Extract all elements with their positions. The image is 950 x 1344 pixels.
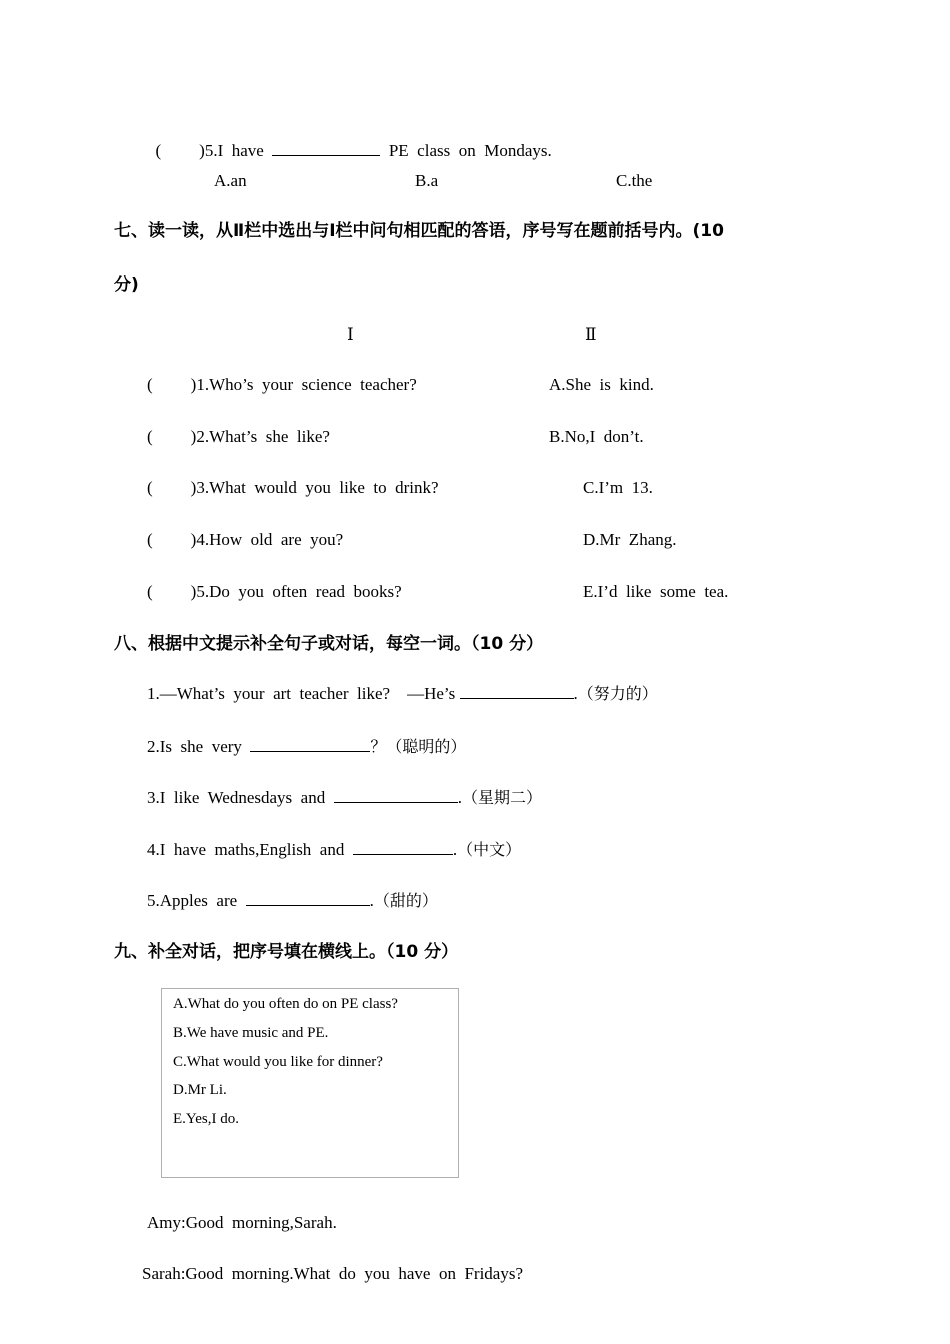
dialogue-line-1: Amy:Good morning,Sarah. — [147, 1213, 337, 1232]
column-i-header: Ⅰ — [347, 325, 354, 344]
dialogue-line-2: Sarah:Good morning.What do you have on Fridays? — [142, 1264, 524, 1283]
match-answer-d: D.Mr Zhang. — [583, 530, 677, 549]
answer-blank[interactable] — [272, 139, 380, 156]
match-answer-a: A.She is kind. — [549, 375, 654, 394]
match-answer-b: B.No,I don’t. — [549, 427, 644, 446]
fill-blank-4[interactable] — [353, 838, 453, 855]
match-row-1: ( )1.Who’s your science teacher? — [147, 375, 417, 394]
box-option-b: B.We have music and PE. — [173, 1025, 329, 1041]
box-option-c: C.What would you like for dinner? — [173, 1054, 383, 1070]
match-answer-c: C.I’m 13. — [583, 478, 653, 497]
section8-heading: 八、根据中文提示补全句子或对话，每空一词。（10 分） — [114, 634, 544, 654]
fill-blank-1[interactable] — [460, 682, 574, 699]
fill-item-5: 5.Apples are .（甜的） — [147, 891, 438, 910]
section7-heading-line1: 七、读一读，从Ⅱ栏中选出与Ⅰ栏中问句相匹配的答语，序号写在题前括号内。(10 — [114, 221, 724, 241]
column-ii-header: Ⅱ — [585, 325, 597, 344]
fill-blank-2[interactable] — [250, 735, 370, 752]
fill-item-4: 4.I have maths,English and .（中文） — [147, 840, 522, 859]
question-start: )5.I have — [199, 141, 264, 160]
match-answer-e: E.I’d like some tea. — [583, 582, 729, 601]
fill-blank-5[interactable] — [246, 889, 370, 906]
box-option-e: E.Yes,I do. — [173, 1111, 239, 1127]
options-box — [161, 988, 459, 1178]
match-row-5: ( )5.Do you often read books? — [147, 582, 402, 601]
match-row-3: ( )3.What would you like to drink? — [147, 478, 439, 497]
fill-blank-3[interactable] — [334, 786, 458, 803]
match-row-2: ( )2.What’s she like? — [147, 427, 330, 446]
option-c: C.the — [616, 171, 653, 190]
box-option-d: D.Mr Li. — [173, 1082, 227, 1098]
answer-paren-open: ( — [155, 141, 162, 160]
question-end: PE class on Mondays. — [388, 141, 552, 160]
box-option-a: A.What do you often do on PE class? — [173, 996, 398, 1012]
match-row-4: ( )4.How old are you? — [147, 530, 344, 549]
option-a: A.an — [214, 171, 247, 190]
q6-item5-question — [147, 117, 552, 162]
fill-item-3: 3.I like Wednesdays and .（星期二） — [147, 788, 542, 807]
fill-item-1: 1.—What’s your art teacher like? —He’s .（努力的） — [147, 684, 658, 703]
section7-heading-line2: 分) — [114, 275, 139, 295]
section9-heading: 九、补全对话，把序号填在横线上。（10 分） — [114, 942, 459, 962]
option-b: B.a — [415, 171, 439, 190]
fill-item-2: 2.Is she very ？（聪明的） — [147, 737, 467, 756]
